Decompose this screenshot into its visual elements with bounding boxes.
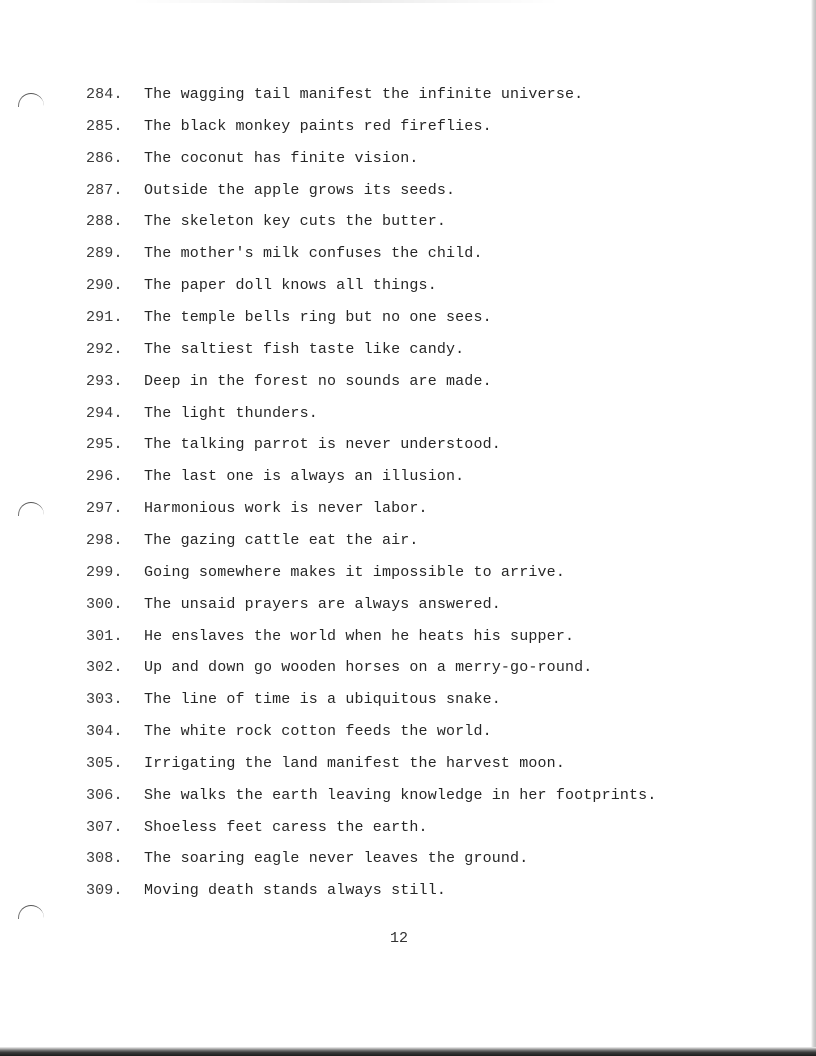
item-number: 289.: [86, 245, 123, 263]
scan-bottom-edge: [0, 1047, 816, 1056]
list-item: [86, 818, 726, 838]
list-item: [86, 690, 726, 710]
list-item: [86, 881, 726, 901]
list-item: [86, 722, 726, 742]
item-text: Harmonious work is never labor.: [144, 500, 428, 518]
item-number: 287.: [86, 181, 123, 199]
list-item: [86, 595, 726, 615]
item-number: 308.: [86, 850, 123, 868]
item-text: The white rock cotton feeds the world.: [144, 723, 492, 740]
list-item: [86, 244, 726, 264]
item-number: 295.: [86, 436, 123, 454]
list-item: [86, 308, 726, 328]
item-text: The temple bells ring but no one sees.: [144, 309, 492, 326]
page-number: 12: [389, 930, 408, 947]
item-number: 290.: [86, 277, 123, 295]
item-number: 305.: [86, 754, 123, 772]
item-number: 292.: [86, 340, 123, 358]
item-number: 299.: [86, 563, 123, 581]
list-item: [86, 117, 726, 137]
item-number: 307.: [86, 818, 123, 836]
item-text: Moving death stands always still.: [144, 882, 446, 900]
item-number: 298.: [86, 531, 123, 549]
punch-hole-mark: [18, 905, 44, 919]
item-number: 304.: [86, 723, 123, 740]
item-number: 300.: [86, 595, 123, 613]
item-number: 285.: [86, 117, 123, 135]
list-item: [86, 372, 726, 392]
list-item: [86, 276, 726, 296]
list-item: [86, 499, 726, 519]
item-number: 301.: [86, 627, 123, 645]
item-text: The talking parrot is never understood.: [144, 436, 501, 454]
item-text: Up and down go wooden horses on a merry-go-round.: [144, 659, 593, 677]
item-text: The saltiest fish taste like candy.: [144, 340, 465, 358]
item-text: The paper doll knows all things.: [144, 277, 437, 295]
item-text: Outside the apple grows its seeds.: [144, 181, 456, 199]
list-item: [86, 786, 726, 806]
item-text: The skeleton key cuts the butter.: [144, 213, 446, 231]
list-item: [86, 627, 726, 647]
item-text: Deep in the forest no sounds are made.: [144, 372, 492, 390]
item-number: 302.: [86, 659, 123, 677]
item-number: 293.: [86, 372, 123, 390]
item-text: Irrigating the land manifest the harvest moon.: [144, 754, 565, 772]
item-text: The mother's milk confuses the child.: [144, 245, 483, 263]
punch-hole-mark: [18, 502, 44, 516]
item-text: The unsaid prayers are always answered.: [144, 595, 501, 613]
item-text: The soaring eagle never leaves the ground.: [144, 850, 529, 868]
item-number: 306.: [86, 786, 123, 804]
item-text: The wagging tail manifest the infinite universe.: [144, 86, 584, 103]
item-number: 296.: [86, 468, 123, 486]
list-item: [86, 435, 726, 455]
scan-smudge: [130, 0, 560, 3]
item-text: He enslaves the world when he heats his supper.: [144, 627, 575, 645]
item-number: 284.: [86, 86, 123, 103]
item-text: Shoeless feet caress the earth.: [144, 818, 428, 836]
item-text: The coconut has finite vision.: [144, 149, 419, 167]
item-text: She walks the earth leaving knowledge in her footprints.: [144, 786, 657, 804]
list-item: [86, 467, 726, 487]
item-number: 294.: [86, 404, 123, 422]
item-text: Going somewhere makes it impossible to arrive.: [144, 563, 565, 581]
item-text: The light thunders.: [144, 404, 318, 422]
list-item: [86, 754, 726, 774]
list-item: [86, 563, 726, 583]
list-item: [86, 658, 726, 678]
list-item: [86, 181, 726, 201]
list-item: [86, 340, 726, 360]
item-text: The last one is always an illusion.: [144, 468, 465, 486]
item-number: 303.: [86, 691, 123, 709]
list-item: [86, 212, 726, 232]
item-number: 288.: [86, 213, 123, 231]
scan-right-edge: [811, 0, 816, 1056]
item-text: The line of time is a ubiquitous snake.: [144, 691, 501, 709]
item-text: The gazing cattle eat the air.: [144, 531, 419, 549]
list-item: [86, 531, 726, 551]
item-number: 291.: [86, 309, 123, 326]
punch-hole-mark: [18, 93, 44, 107]
list-item: [86, 849, 726, 869]
list-item: [86, 149, 726, 169]
item-number: 286.: [86, 149, 123, 167]
item-number: 297.: [86, 500, 123, 518]
item-number: 309.: [86, 882, 123, 900]
item-text: The black monkey paints red fireflies.: [144, 117, 492, 135]
list-item: [86, 85, 726, 105]
list-item: [86, 404, 726, 424]
